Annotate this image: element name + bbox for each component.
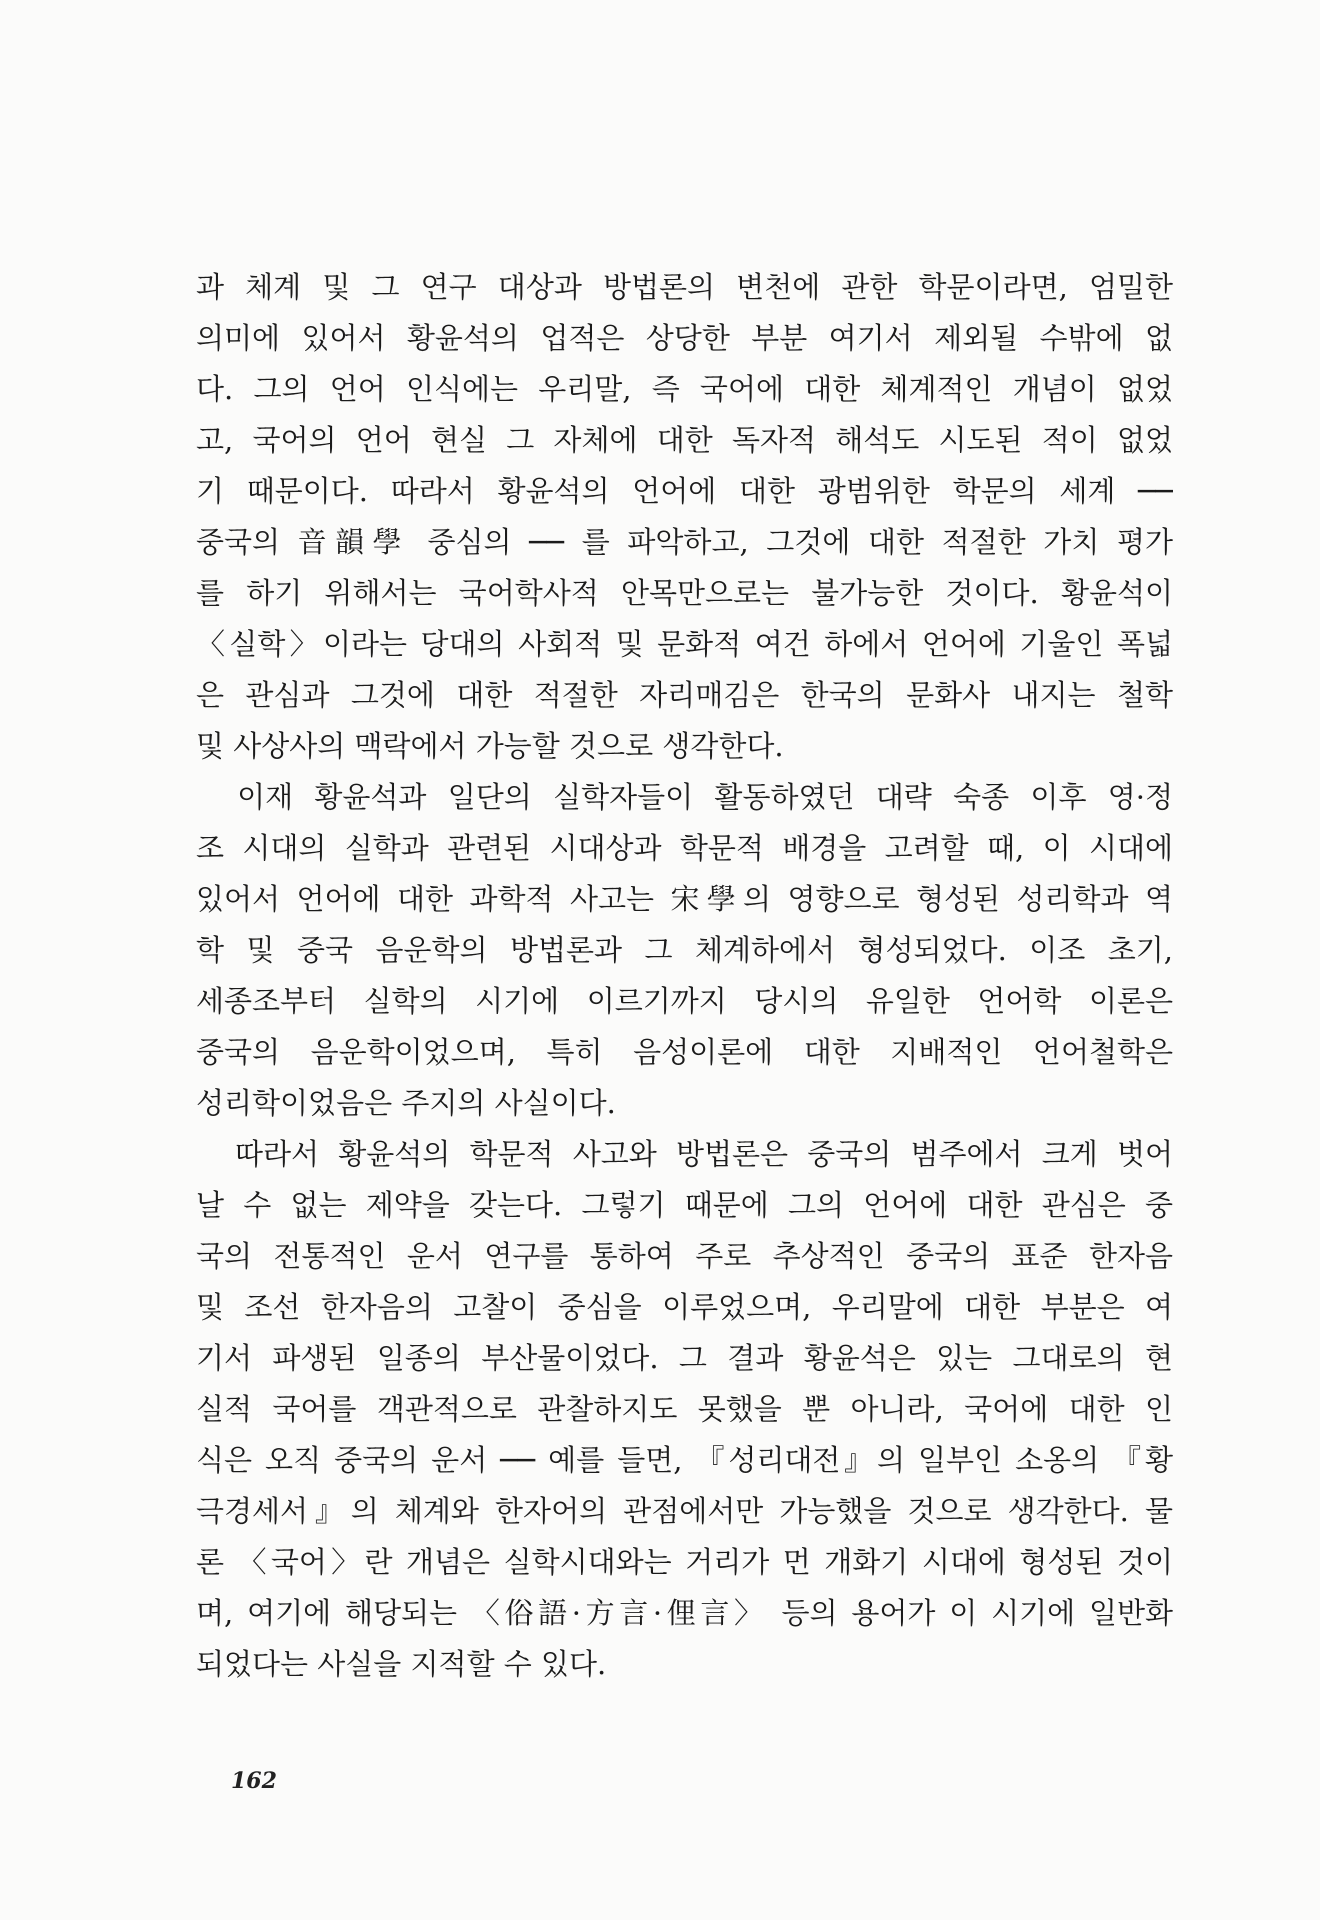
text-line: 있어서 언어에 대한 과학적 사고는 宋學의 영향으로 형성된 성리학과 역 [196, 882, 1173, 916]
text-line: 및 조선 한자음의 고찰이 중심을 이루었으며, 우리말에 대한 부분은 여 [196, 1290, 1173, 1324]
text-line: 국의 전통적인 운서 연구를 통하여 주로 추상적인 중국의 표준 한자음 [196, 1239, 1173, 1273]
text-line: 날 수 없는 제약을 갖는다. 그렇기 때문에 그의 언어에 대한 관심은 중 [196, 1188, 1173, 1222]
text-line: 〈실학〉이라는 당대의 사회적 및 문화적 여건 하에서 언어에 기울인 폭넓 [196, 627, 1173, 661]
text-line: 중국의 음운학이었으며, 특히 음성이론에 대한 지배적인 언어철학은 [196, 1035, 1173, 1069]
text-line: 따라서 황윤석의 학문적 사고와 방법론은 중국의 범주에서 크게 벗어 [196, 1137, 1173, 1171]
text-line: 를 하기 위해서는 국어학사적 안목만으로는 불가능한 것이다. 황윤석이 [196, 576, 1173, 610]
text-line: 고, 국어의 언어 현실 그 자체에 대한 독자적 해석도 시도된 적이 없었 [196, 423, 1173, 457]
text-line: 극경세서』의 체계와 한자어의 관점에서만 가능했을 것으로 생각한다. 물 [196, 1494, 1173, 1528]
text-line: 되었다는 사실을 지적할 수 있다. [196, 1647, 607, 1681]
text-line: 의미에 있어서 황윤석의 업적은 상당한 부분 여기서 제외될 수밖에 없 [196, 321, 1173, 355]
text-line: 며, 여기에 해당되는 〈俗語·方言·俚言〉 등의 용어가 이 시기에 일반화 [196, 1596, 1173, 1630]
text-line: 실적 국어를 객관적으로 관찰하지도 못했을 뿐 아니라, 국어에 대한 인 [196, 1392, 1173, 1426]
body-text [196, 262, 1173, 1690]
text-line: 과 체계 및 그 연구 대상과 방법론의 변천에 관한 학문이라면, 엄밀한 [196, 270, 1173, 304]
text-line: 학 및 중국 음운학의 방법론과 그 체계하에서 형성되었다. 이조 초기, [196, 933, 1173, 967]
text-line: 은 관심과 그것에 대한 적절한 자리매김은 한국의 문화사 내지는 철학 [196, 678, 1173, 712]
text-line: 이재 황윤석과 일단의 실학자들이 활동하였던 대략 숙종 이후 영·정 [196, 780, 1173, 814]
text-line: 다. 그의 언어 인식에는 우리말, 즉 국어에 대한 체계적인 개념이 없었 [196, 372, 1173, 406]
text-line: 기서 파생된 일종의 부산물이었다. 그 결과 황윤석은 있는 그대로의 현 [196, 1341, 1173, 1375]
text-line: 세종조부터 실학의 시기에 이르기까지 당시의 유일한 언어학 이론은 [196, 984, 1173, 1018]
text-line: 중국의 音韻學 중심의 ── 를 파악하고, 그것에 대한 적절한 가치 평가 [196, 525, 1173, 559]
text-line: 성리학이었음은 주지의 사실이다. [196, 1086, 616, 1120]
text-line: 기 때문이다. 따라서 황윤석의 언어에 대한 광범위한 학문의 세계 ── [196, 474, 1173, 508]
page-number: 162 [231, 1768, 277, 1794]
text-line: 론 〈국어〉란 개념은 실학시대와는 거리가 먼 개화기 시대에 형성된 것이 [196, 1545, 1173, 1579]
text-line: 조 시대의 실학과 관련된 시대상과 학문적 배경을 고려할 때, 이 시대에 [196, 831, 1173, 865]
text-line: 및 사상사의 맥락에서 가능할 것으로 생각한다. [196, 729, 784, 763]
text-line: 식은 오직 중국의 운서 ── 예를 들면, 『성리대전』의 일부인 소옹의 『황 [196, 1443, 1173, 1477]
